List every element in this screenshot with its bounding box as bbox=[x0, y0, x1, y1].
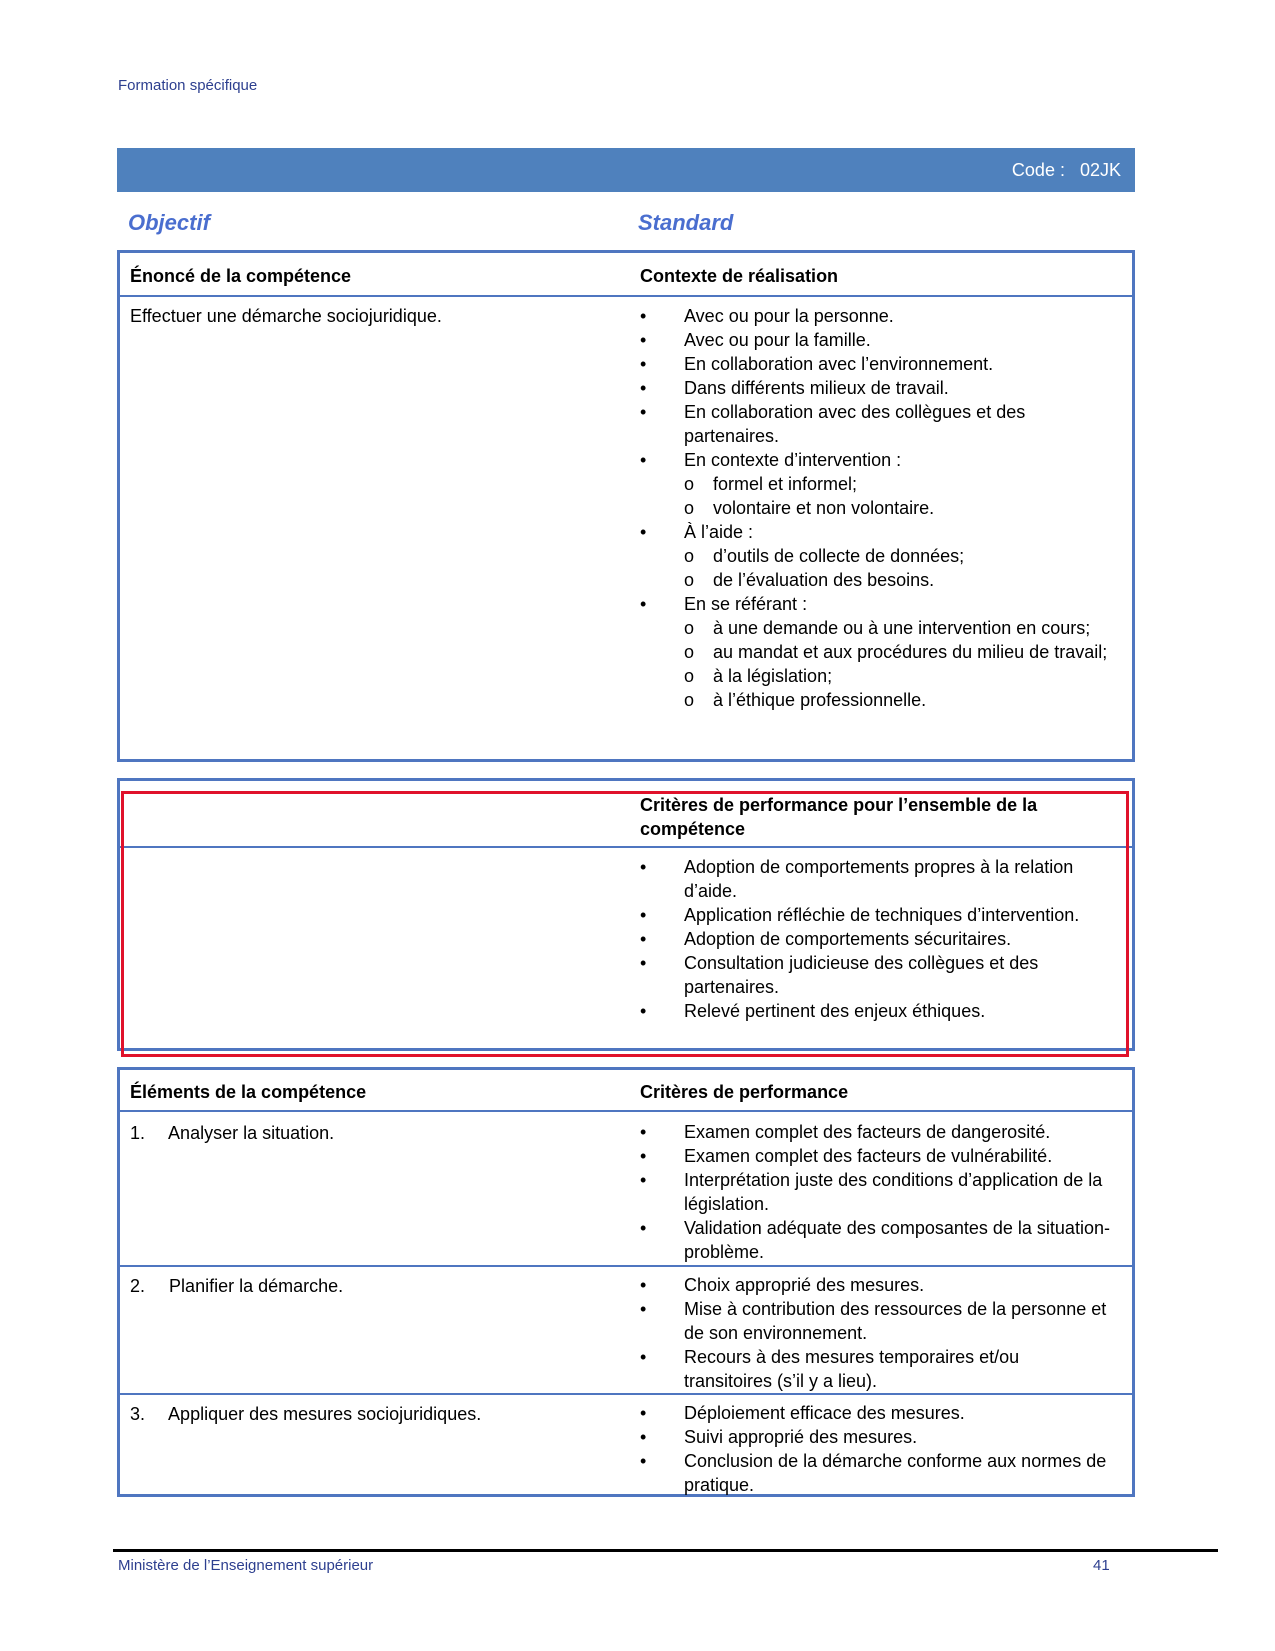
bullet-text: Adoption de comportements propres à la relation d’aide. bbox=[684, 857, 1074, 901]
code-bar bbox=[117, 148, 1135, 192]
bullet-icon: • bbox=[640, 378, 647, 398]
circle-bullet-icon: o bbox=[684, 570, 695, 590]
sub-bullet-item bbox=[640, 568, 1110, 592]
bullet-icon: • bbox=[640, 1122, 647, 1142]
bullet-item bbox=[640, 1425, 1110, 1449]
circle-bullet-icon: o bbox=[684, 618, 695, 638]
bullet-text: Dans différents milieux de travail. bbox=[684, 378, 949, 398]
circle-bullet-icon: o bbox=[684, 690, 695, 710]
bullet-item bbox=[640, 1120, 1110, 1144]
bullet-text: Relevé pertinent des enjeux éthiques. bbox=[684, 1001, 986, 1021]
bullet-item bbox=[640, 352, 1110, 376]
bullet-text: En contexte d’intervention : bbox=[684, 450, 902, 470]
circle-bullet-icon: o bbox=[684, 666, 695, 686]
bullet-text: En se référant : bbox=[684, 594, 808, 614]
criteria-list bbox=[640, 1120, 1110, 1264]
bullet-icon: • bbox=[640, 594, 647, 614]
bullet-item bbox=[640, 328, 1110, 352]
bullet-item bbox=[640, 1449, 1110, 1497]
bullet-item bbox=[640, 1216, 1110, 1264]
bullet-icon: • bbox=[640, 1170, 647, 1190]
bullet-text: En collaboration avec l’environnement. bbox=[684, 354, 994, 374]
criteria-list bbox=[640, 1401, 1110, 1497]
bullet-icon: • bbox=[640, 1001, 647, 1021]
page-header-title: Formation spécifique bbox=[118, 77, 258, 94]
sub-bullet-item bbox=[640, 472, 1110, 496]
bullet-icon: • bbox=[640, 522, 647, 542]
bullet-text: volontaire et non volontaire. bbox=[713, 498, 935, 518]
bullet-text: Interprétation juste des conditions d’application de la législation. bbox=[684, 1170, 1103, 1214]
criteres-header: Critères de performance bbox=[640, 1082, 849, 1102]
element-row-1-label bbox=[130, 1123, 334, 1144]
bullet-icon: • bbox=[640, 1218, 647, 1238]
element-label: Planifier la démarche. bbox=[169, 1276, 344, 1296]
bullet-text: à une demande ou à une intervention en cours; bbox=[713, 618, 1091, 638]
bullet-icon: • bbox=[640, 1451, 647, 1471]
bullet-item bbox=[640, 1401, 1110, 1425]
code-label: Code : 02JK bbox=[1011, 160, 1121, 180]
bullet-icon: • bbox=[640, 1427, 647, 1447]
sub-bullet-item bbox=[640, 616, 1110, 640]
bullet-icon: • bbox=[640, 354, 647, 374]
sub-bullet-item bbox=[640, 544, 1110, 568]
circle-bullet-icon: o bbox=[684, 642, 695, 662]
criteria-list bbox=[640, 1273, 1110, 1393]
circle-bullet-icon: o bbox=[684, 498, 695, 518]
selection-highlight bbox=[121, 791, 1129, 1057]
bullet-item bbox=[640, 376, 1110, 400]
sub-bullet-item bbox=[640, 664, 1110, 688]
footer-page-number: 41 bbox=[1093, 1557, 1110, 1574]
bullet-icon: • bbox=[640, 306, 647, 326]
bullet-text: Adoption de comportements sécuritaires. bbox=[684, 929, 1012, 949]
bullet-text: d’outils de collecte de données; bbox=[713, 546, 965, 566]
element-label: Appliquer des mesures sociojuridiques. bbox=[168, 1404, 482, 1424]
bullet-text: Conclusion de la démarche conforme aux normes de pratique. bbox=[684, 1451, 1107, 1495]
bullet-text: Choix approprié des mesures. bbox=[684, 1275, 925, 1295]
bullet-text: Examen complet des facteurs de dangerosité. bbox=[684, 1122, 1051, 1142]
standard-label: Standard bbox=[638, 210, 734, 235]
footer-ministry: Ministère de l’Enseignement supérieur bbox=[118, 1557, 374, 1574]
bullet-icon: • bbox=[640, 953, 647, 973]
bullet-icon: • bbox=[640, 1275, 647, 1295]
divider bbox=[120, 1110, 1132, 1112]
objective-label: Objectif bbox=[128, 210, 210, 235]
bullet-item bbox=[640, 520, 1110, 544]
bullet-text: à l’éthique professionnelle. bbox=[713, 690, 927, 710]
circle-bullet-icon: o bbox=[684, 474, 695, 494]
footer-divider bbox=[113, 1549, 1218, 1552]
bullet-item bbox=[640, 1297, 1110, 1345]
bullet-text: Recours à des mesures temporaires et/ou transitoires (s’il y a lieu). bbox=[684, 1347, 1020, 1391]
element-number: 2. bbox=[130, 1276, 146, 1296]
enonce-header: Énoncé de la compétence bbox=[130, 266, 352, 286]
bullet-icon: • bbox=[640, 1347, 647, 1367]
bullet-text: de l’évaluation des besoins. bbox=[713, 570, 935, 590]
element-row-2-criteria bbox=[640, 1273, 1110, 1393]
bullet-icon: • bbox=[640, 450, 647, 470]
contexte-list bbox=[640, 304, 1110, 712]
bullet-icon: • bbox=[640, 330, 647, 350]
element-label: Analyser la situation. bbox=[168, 1123, 335, 1143]
elements-header: Éléments de la compétence bbox=[130, 1082, 367, 1102]
criteres-ensemble-header: Critères de performance pour l’ensemble de la compétence bbox=[640, 795, 1038, 839]
element-number: 1. bbox=[130, 1123, 146, 1143]
bullet-item bbox=[640, 304, 1110, 328]
divider bbox=[120, 1265, 1132, 1267]
bullet-text: formel et informel; bbox=[713, 474, 858, 494]
bullet-text: Avec ou pour la personne. bbox=[684, 306, 894, 326]
bullet-text: Déploiement efficace des mesures. bbox=[684, 1403, 965, 1423]
contexte-header: Contexte de réalisation bbox=[640, 266, 839, 286]
element-row-3-criteria bbox=[640, 1401, 1110, 1497]
bullet-icon: • bbox=[640, 402, 647, 422]
bullet-item bbox=[640, 400, 1110, 448]
bullet-text: À l’aide : bbox=[684, 522, 754, 542]
contexte-list-container bbox=[640, 304, 1110, 712]
bullet-icon: • bbox=[640, 905, 647, 925]
bullet-item bbox=[640, 1273, 1110, 1297]
bullet-icon: • bbox=[640, 857, 647, 877]
sub-bullet-item bbox=[640, 496, 1110, 520]
element-row-2-label bbox=[130, 1276, 343, 1297]
divider bbox=[120, 1393, 1132, 1395]
bullet-text: En collaboration avec des collègues et des partenaires. bbox=[684, 402, 1026, 446]
bullet-text: Avec ou pour la famille. bbox=[684, 330, 871, 350]
bullet-item bbox=[640, 1345, 1110, 1393]
bullet-icon: • bbox=[640, 929, 647, 949]
bullet-item bbox=[640, 1144, 1110, 1168]
bullet-item bbox=[640, 592, 1110, 616]
bullet-text: Mise à contribution des ressources de la personne et de son environnement. bbox=[684, 1299, 1107, 1343]
bullet-text: Validation adéquate des composantes de la situation-problème. bbox=[684, 1218, 1110, 1262]
bullet-text: Consultation judicieuse des collègues et des partenaires. bbox=[684, 953, 1039, 997]
bullet-text: au mandat et aux procédures du milieu de travail; bbox=[713, 642, 1108, 662]
bullet-item bbox=[640, 1168, 1110, 1216]
enonce-text: Effectuer une démarche sociojuridique. bbox=[130, 306, 442, 326]
elements-table bbox=[117, 1067, 1135, 1497]
sub-bullet-item bbox=[640, 688, 1110, 712]
bullet-text: Application réfléchie de techniques d’intervention. bbox=[684, 905, 1080, 925]
bullet-icon: • bbox=[640, 1146, 647, 1166]
competence-table bbox=[117, 250, 1135, 762]
bullet-text: Suivi approprié des mesures. bbox=[684, 1427, 918, 1447]
circle-bullet-icon: o bbox=[684, 546, 695, 566]
bullet-icon: • bbox=[640, 1403, 647, 1423]
element-row-1-criteria bbox=[640, 1120, 1110, 1264]
element-row-3-label bbox=[130, 1404, 481, 1425]
bullet-icon: • bbox=[640, 1299, 647, 1319]
sub-bullet-item bbox=[640, 640, 1110, 664]
bullet-text: à la législation; bbox=[713, 666, 833, 686]
bullet-text: Examen complet des facteurs de vulnérabilité. bbox=[684, 1146, 1053, 1166]
bullet-item bbox=[640, 448, 1110, 472]
divider bbox=[120, 295, 1132, 297]
element-number: 3. bbox=[130, 1404, 146, 1424]
